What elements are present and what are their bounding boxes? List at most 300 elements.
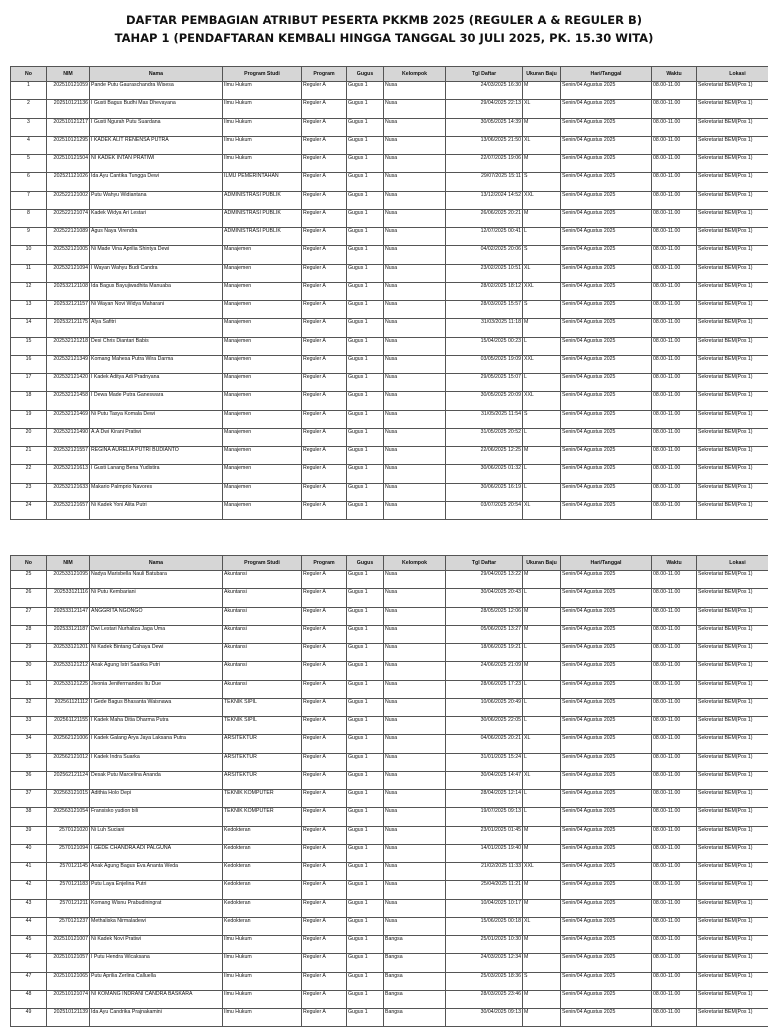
cell-lokasi: Sekretariat BEM(Pos 1): [697, 337, 768, 355]
cell-gugus: Gugus 1: [347, 644, 384, 662]
cell-hari-tanggal: Senin/04 Agustus 2025: [561, 972, 652, 990]
table-row: [11, 954, 768, 972]
table-row: [11, 136, 768, 154]
table-row: [11, 392, 768, 410]
cell-gugus: Gugus 1: [347, 698, 384, 716]
table-row: [11, 662, 768, 680]
cell-nama: I Gusti Lanang Bena Yudistira: [90, 465, 223, 483]
column-header-ukuran-baju: Ukuran Baju: [523, 556, 561, 571]
cell-program: Reguler A: [302, 282, 347, 300]
cell-program-studi: Manajemen: [223, 264, 302, 282]
cell-program: Reguler A: [302, 972, 347, 990]
cell-hari-tanggal: Senin/04 Agustus 2025: [561, 662, 652, 680]
cell-gugus: Gugus 1: [347, 662, 384, 680]
cell-gugus: Gugus 1: [347, 990, 384, 1008]
cell-gugus: Gugus 1: [347, 607, 384, 625]
cell-program-studi: Manajemen: [223, 410, 302, 428]
cell-program: Reguler A: [302, 826, 347, 844]
cell-ukuran-baju: M: [523, 447, 561, 465]
cell-kelompok: Nusa: [384, 264, 446, 282]
cell-lokasi: Sekretariat BEM(Pos 1): [697, 753, 768, 771]
cell-ukuran-baju: M: [523, 82, 561, 100]
cell-kelompok: Nusa: [384, 374, 446, 392]
cell-program-studi: Manajemen: [223, 465, 302, 483]
cell-nim: 202532121005: [47, 246, 90, 264]
cell-tgl-daftar: 30/04/2025 14:47: [446, 771, 523, 789]
cell-gugus: Gugus 1: [347, 392, 384, 410]
column-header-program: Program: [302, 556, 347, 571]
cell-ukuran-baju: XXL: [523, 191, 561, 209]
table-row: [11, 191, 768, 209]
cell-nama: A.A Dwi Kirani Pratiwi: [90, 428, 223, 446]
cell-no: 3: [11, 118, 47, 136]
cell-kelompok: Nusa: [384, 501, 446, 519]
cell-waktu: 08.00-11.00: [652, 118, 697, 136]
cell-tgl-daftar: 24/03/2025 16:30: [446, 82, 523, 100]
cell-hari-tanggal: Senin/04 Agustus 2025: [561, 844, 652, 862]
cell-no: 29: [11, 644, 47, 662]
cell-gugus: Gugus 1: [347, 483, 384, 501]
cell-no: 16: [11, 355, 47, 373]
column-header-tgl-daftar: Tgl Daftar: [446, 67, 523, 82]
cell-program: Reguler A: [302, 717, 347, 735]
cell-no: 47: [11, 972, 47, 990]
cell-tgl-daftar: 30/05/2025 20:09: [446, 392, 523, 410]
cell-ukuran-baju: M: [523, 607, 561, 625]
cell-tgl-daftar: 28/04/2025 12:14: [446, 790, 523, 808]
table-body: [11, 571, 768, 1027]
cell-nim: 202522121002: [47, 191, 90, 209]
column-header-kelompok: Kelompok: [384, 556, 446, 571]
cell-lokasi: Sekretariat BEM(Pos 1): [697, 428, 768, 446]
cell-ukuran-baju: S: [523, 972, 561, 990]
table-row: [11, 680, 768, 698]
cell-waktu: 08.00-11.00: [652, 100, 697, 118]
cell-nim: 2025101210​59: [47, 82, 90, 100]
cell-nama: Anak Agung Bagus Eva Ananta Weda: [90, 863, 223, 881]
participant-table-page-1: [10, 66, 768, 520]
cell-no: 46: [11, 954, 47, 972]
cell-program: Reguler A: [302, 607, 347, 625]
table-row: [11, 282, 768, 300]
cell-gugus: Gugus 1: [347, 735, 384, 753]
cell-no: 33: [11, 717, 47, 735]
cell-program: Reguler A: [302, 899, 347, 917]
document-title-line-1: DAFTAR PEMBAGIAN ATRIBUT PESERTA PKKMB 2025 (REGULER A & REGULER B): [0, 11, 768, 29]
table-header-row: [11, 556, 768, 571]
table-body: [11, 82, 768, 520]
cell-hari-tanggal: Senin/04 Agustus 2025: [561, 881, 652, 899]
cell-ukuran-baju: S: [523, 173, 561, 191]
cell-nama: Ni Kadek Novi Pratiwi: [90, 936, 223, 954]
cell-nama: REGINA AURELIA PUTRI BUDIANTO: [90, 447, 223, 465]
cell-program: Reguler A: [302, 392, 347, 410]
participant-table-page-2: [10, 555, 768, 1027]
cell-nim: 202562121006: [47, 735, 90, 753]
cell-hari-tanggal: Senin/04 Agustus 2025: [561, 771, 652, 789]
cell-gugus: Gugus 1: [347, 100, 384, 118]
cell-hari-tanggal: Senin/04 Agustus 2025: [561, 410, 652, 428]
cell-hari-tanggal: Senin/04 Agustus 2025: [561, 209, 652, 227]
cell-hari-tanggal: Senin/04 Agustus 2025: [561, 282, 652, 300]
cell-kelompok: Nusa: [384, 899, 446, 917]
cell-hari-tanggal: Senin/04 Agustus 2025: [561, 465, 652, 483]
cell-hari-tanggal: Senin/04 Agustus 2025: [561, 717, 652, 735]
column-header-gugus: Gugus: [347, 67, 384, 82]
cell-gugus: Gugus 1: [347, 173, 384, 191]
cell-kelompok: Nusa: [384, 282, 446, 300]
cell-nim: 202562121012: [47, 753, 90, 771]
cell-lokasi: Sekretariat BEM(Pos 1): [697, 483, 768, 501]
cell-waktu: 08.00-11.00: [652, 191, 697, 209]
cell-hari-tanggal: Senin/04 Agustus 2025: [561, 917, 652, 935]
cell-gugus: Gugus 1: [347, 264, 384, 282]
cell-waktu: 08.00-11.00: [652, 447, 697, 465]
cell-waktu: 08.00-11.00: [652, 465, 697, 483]
cell-program-studi: Manajemen: [223, 501, 302, 519]
cell-waktu: 08.00-11.00: [652, 844, 697, 862]
cell-waktu: 08.00-11.00: [652, 228, 697, 246]
cell-program-studi: TEKNIK SIPIL: [223, 698, 302, 716]
cell-nim: 202533121116: [47, 589, 90, 607]
cell-nama: I Wayan Wahyu Budi Candra: [90, 264, 223, 282]
cell-program: Reguler A: [302, 917, 347, 935]
cell-ukuran-baju: S: [523, 246, 561, 264]
table-row: [11, 264, 768, 282]
cell-lokasi: Sekretariat BEM(Pos 1): [697, 209, 768, 227]
cell-no: 10: [11, 246, 47, 264]
cell-nim: 202532121420: [47, 374, 90, 392]
cell-waktu: 08.00-11.00: [652, 282, 697, 300]
cell-nama: I Gusti Ngurah Putu Suardana: [90, 118, 223, 136]
cell-kelompok: Nusa: [384, 319, 446, 337]
column-header-nama: Nama: [90, 67, 223, 82]
cell-program-studi: Manajemen: [223, 337, 302, 355]
cell-no: 9: [11, 228, 47, 246]
cell-waktu: 08.00-11.00: [652, 863, 697, 881]
cell-program-studi: Manajemen: [223, 447, 302, 465]
document-title-line-2: TAHAP 1 (PENDAFTARAN KEMBALI HINGGA TANGGAL 30 JULI 2025, PK. 15.30 WITA): [0, 29, 768, 47]
cell-waktu: 08.00-11.00: [652, 698, 697, 716]
cell-no: 21: [11, 447, 47, 465]
cell-kelompok: Nusa: [384, 246, 446, 264]
cell-ukuran-baju: S: [523, 410, 561, 428]
cell-tgl-daftar: 13/06/2025 21:50: [446, 136, 523, 154]
cell-nim: 202532121157: [47, 301, 90, 319]
cell-gugus: Gugus 1: [347, 191, 384, 209]
table-row: [11, 844, 768, 862]
cell-waktu: 08.00-11.00: [652, 483, 697, 501]
cell-gugus: Gugus 1: [347, 1009, 384, 1027]
column-header-lokasi: Lokasi: [697, 67, 768, 82]
cell-program: Reguler A: [302, 100, 347, 118]
cell-nama: Pande Putu Gauraschandra Wisesa: [90, 82, 223, 100]
cell-no: 14: [11, 319, 47, 337]
table-row: [11, 228, 768, 246]
cell-ukuran-baju: L: [523, 717, 561, 735]
cell-lokasi: Sekretariat BEM(Pos 1): [697, 735, 768, 753]
cell-waktu: 08.00-11.00: [652, 680, 697, 698]
cell-gugus: Gugus 1: [347, 790, 384, 808]
cell-program-studi: Ilmu Hukum: [223, 972, 302, 990]
cell-program: Reguler A: [302, 698, 347, 716]
column-header-nama: Nama: [90, 556, 223, 571]
cell-kelompok: Nusa: [384, 771, 446, 789]
cell-waktu: 08.00-11.00: [652, 209, 697, 227]
cell-program: Reguler A: [302, 355, 347, 373]
cell-waktu: 08.00-11.00: [652, 337, 697, 355]
cell-nim: 202532121633: [47, 483, 90, 501]
cell-no: 2: [11, 100, 47, 118]
column-header-waktu: Waktu: [652, 67, 697, 82]
cell-lokasi: Sekretariat BEM(Pos 1): [697, 625, 768, 643]
cell-nim: 202561121112: [47, 698, 90, 716]
cell-nim: 202563121054: [47, 808, 90, 826]
cell-tgl-daftar: 30/04/2025 09:13: [446, 1009, 523, 1027]
cell-kelompok: Nusa: [384, 644, 446, 662]
cell-ukuran-baju: XXL: [523, 355, 561, 373]
cell-tgl-daftar: 24/03/2025 12:34: [446, 954, 523, 972]
cell-kelompok: Nusa: [384, 82, 446, 100]
cell-tgl-daftar: 31/05/2025 11:54: [446, 410, 523, 428]
cell-nama: Agus Naya Virendra: [90, 228, 223, 246]
cell-program: Reguler A: [302, 118, 347, 136]
cell-lokasi: Sekretariat BEM(Pos 1): [697, 717, 768, 735]
cell-program-studi: Akuntansi: [223, 607, 302, 625]
cell-kelompok: Nusa: [384, 589, 446, 607]
table-row: [11, 571, 768, 589]
cell-lokasi: Sekretariat BEM(Pos 1): [697, 264, 768, 282]
cell-tgl-daftar: 29/05/2025 15:07: [446, 374, 523, 392]
cell-program: Reguler A: [302, 228, 347, 246]
cell-lokasi: Sekretariat BEM(Pos 1): [697, 844, 768, 862]
cell-no: 11: [11, 264, 47, 282]
cell-kelompok: Nusa: [384, 717, 446, 735]
cell-no: 38: [11, 808, 47, 826]
cell-nama: I KADEK ALIT RENENSA PUTRA: [90, 136, 223, 154]
cell-ukuran-baju: L: [523, 428, 561, 446]
cell-lokasi: Sekretariat BEM(Pos 1): [697, 954, 768, 972]
cell-lokasi: Sekretariat BEM(Pos 1): [697, 808, 768, 826]
cell-program: Reguler A: [302, 173, 347, 191]
cell-program-studi: Ilmu Hukum: [223, 954, 302, 972]
column-header-nim: NIM: [47, 556, 90, 571]
table-row: [11, 990, 768, 1008]
cell-waktu: 08.00-11.00: [652, 625, 697, 643]
cell-no: 24: [11, 501, 47, 519]
cell-hari-tanggal: Senin/04 Agustus 2025: [561, 899, 652, 917]
cell-lokasi: Sekretariat BEM(Pos 1): [697, 191, 768, 209]
cell-no: 42: [11, 881, 47, 899]
table-row: [11, 936, 768, 954]
cell-gugus: Gugus 1: [347, 972, 384, 990]
cell-lokasi: Sekretariat BEM(Pos 1): [697, 790, 768, 808]
cell-nim: 202533121225: [47, 680, 90, 698]
table-row: [11, 301, 768, 319]
cell-kelompok: Nusa: [384, 465, 446, 483]
cell-nama: Desi Chris Diantari Babis: [90, 337, 223, 355]
cell-program: Reguler A: [302, 410, 347, 428]
cell-ukuran-baju: XXL: [523, 282, 561, 300]
cell-program: Reguler A: [302, 264, 347, 282]
cell-no: 35: [11, 753, 47, 771]
cell-program: Reguler A: [302, 209, 347, 227]
cell-program: Reguler A: [302, 571, 347, 589]
cell-waktu: 08.00-11.00: [652, 936, 697, 954]
column-header-nim: NIM: [47, 67, 90, 82]
cell-waktu: 08.00-11.00: [652, 571, 697, 589]
cell-kelompok: Nusa: [384, 881, 446, 899]
cell-gugus: Gugus 1: [347, 447, 384, 465]
cell-program-studi: TEKNIK KOMPUTER: [223, 808, 302, 826]
cell-program: Reguler A: [302, 483, 347, 501]
cell-waktu: 08.00-11.00: [652, 173, 697, 191]
cell-kelompok: Nusa: [384, 155, 446, 173]
cell-gugus: Gugus 1: [347, 936, 384, 954]
cell-hari-tanggal: Senin/04 Agustus 2025: [561, 954, 652, 972]
cell-gugus: Gugus 1: [347, 246, 384, 264]
cell-tgl-daftar: 12/07/2025 00:41: [446, 228, 523, 246]
cell-lokasi: Sekretariat BEM(Pos 1): [697, 465, 768, 483]
cell-hari-tanggal: Senin/04 Agustus 2025: [561, 228, 652, 246]
cell-lokasi: Sekretariat BEM(Pos 1): [697, 447, 768, 465]
cell-waktu: 08.00-11.00: [652, 501, 697, 519]
cell-waktu: 08.00-11.00: [652, 410, 697, 428]
cell-nim: 202510121074: [47, 990, 90, 1008]
cell-nama: Nadya Marisbella Nauli Batubara: [90, 571, 223, 589]
cell-hari-tanggal: Senin/04 Agustus 2025: [561, 1009, 652, 1027]
cell-kelompok: Nusa: [384, 826, 446, 844]
cell-nama: Kadek Widya Ari Lestari: [90, 209, 223, 227]
cell-waktu: 08.00-11.00: [652, 735, 697, 753]
cell-tgl-daftar: 30/06/2025 16:19: [446, 483, 523, 501]
cell-ukuran-baju: M: [523, 319, 561, 337]
cell-hari-tanggal: Senin/04 Agustus 2025: [561, 136, 652, 154]
cell-program-studi: Manajemen: [223, 282, 302, 300]
cell-no: 1: [11, 82, 47, 100]
cell-program: Reguler A: [302, 954, 347, 972]
cell-hari-tanggal: Senin/04 Agustus 2025: [561, 501, 652, 519]
cell-nama: Desak Putu Marcelina Ananda: [90, 771, 223, 789]
table-row: [11, 319, 768, 337]
cell-program-studi: TEKNIK KOMPUTER: [223, 790, 302, 808]
cell-program-studi: Kedokteran: [223, 917, 302, 935]
cell-no: 19: [11, 410, 47, 428]
cell-lokasi: Sekretariat BEM(Pos 1): [697, 155, 768, 173]
cell-nim: 202532121349: [47, 355, 90, 373]
cell-gugus: Gugus 1: [347, 209, 384, 227]
table-row: [11, 209, 768, 227]
cell-lokasi: Sekretariat BEM(Pos 1): [697, 899, 768, 917]
cell-nama: Dwi Lestari Nurhaliza Jaga Uma: [90, 625, 223, 643]
cell-tgl-daftar: 05/06/2025 13:27: [446, 625, 523, 643]
cell-program: Reguler A: [302, 680, 347, 698]
cell-lokasi: Sekretariat BEM(Pos 1): [697, 589, 768, 607]
column-header-ukuran-baju: Ukuran Baju: [523, 67, 561, 82]
cell-ukuran-baju: M: [523, 155, 561, 173]
cell-tgl-daftar: 30/04/2025 20:43: [446, 589, 523, 607]
cell-kelompok: Nusa: [384, 735, 446, 753]
cell-nim: 202562121124: [47, 771, 90, 789]
table-row: [11, 881, 768, 899]
cell-nim: 202533121187: [47, 625, 90, 643]
cell-program: Reguler A: [302, 246, 347, 264]
cell-kelompok: Nusa: [384, 447, 446, 465]
cell-waktu: 08.00-11.00: [652, 662, 697, 680]
cell-waktu: 08.00-11.00: [652, 392, 697, 410]
cell-ukuran-baju: XL: [523, 771, 561, 789]
cell-no: 48: [11, 990, 47, 1008]
cell-waktu: 08.00-11.00: [652, 990, 697, 1008]
cell-nama: Putu Wahyu Widiantana: [90, 191, 223, 209]
cell-no: 40: [11, 844, 47, 862]
cell-tgl-daftar: 31/01/2025 15:24: [446, 753, 523, 771]
cell-nim: 202510121065: [47, 972, 90, 990]
cell-ukuran-baju: M: [523, 881, 561, 899]
cell-lokasi: Sekretariat BEM(Pos 1): [697, 173, 768, 191]
cell-program-studi: Manajemen: [223, 374, 302, 392]
cell-kelompok: Nusa: [384, 337, 446, 355]
cell-nama: I Kadek Maha Ditia Dharma Putra: [90, 717, 223, 735]
cell-program: Reguler A: [302, 191, 347, 209]
cell-lokasi: Sekretariat BEM(Pos 1): [697, 644, 768, 662]
cell-program: Reguler A: [302, 735, 347, 753]
cell-hari-tanggal: Senin/04 Agustus 2025: [561, 863, 652, 881]
cell-hari-tanggal: Senin/04 Agustus 2025: [561, 753, 652, 771]
column-header-hari-tanggal: Hari/Tanggal: [561, 67, 652, 82]
cell-nama: Putu Laya Enjelina Putri: [90, 881, 223, 899]
cell-kelompok: Nusa: [384, 173, 446, 191]
cell-program-studi: TEKNIK SIPIL: [223, 717, 302, 735]
cell-ukuran-baju: M: [523, 118, 561, 136]
cell-hari-tanggal: Senin/04 Agustus 2025: [561, 374, 652, 392]
cell-nama: Ni Kadek Bintang Cahaya Dewi: [90, 644, 223, 662]
table-row: [11, 118, 768, 136]
cell-lokasi: Sekretariat BEM(Pos 1): [697, 100, 768, 118]
cell-program-studi: ILMU PEMERINTAHAN: [223, 173, 302, 191]
cell-kelompok: Bangsa: [384, 954, 446, 972]
table-row: [11, 607, 768, 625]
cell-tgl-daftar: 04/06/2025 20:21: [446, 735, 523, 753]
cell-tgl-daftar: 21/02/2025 11:33: [446, 863, 523, 881]
cell-kelompok: Nusa: [384, 100, 446, 118]
cell-hari-tanggal: Senin/04 Agustus 2025: [561, 735, 652, 753]
cell-ukuran-baju: XL: [523, 136, 561, 154]
cell-waktu: 08.00-11.00: [652, 790, 697, 808]
table-row: [11, 771, 768, 789]
table-row: [11, 410, 768, 428]
cell-kelompok: Nusa: [384, 625, 446, 643]
table-row: [11, 790, 768, 808]
cell-no: 27: [11, 607, 47, 625]
table-row: [11, 917, 768, 935]
cell-no: 20: [11, 428, 47, 446]
cell-tgl-daftar: 23/01/2025 01:45: [446, 826, 523, 844]
cell-program: Reguler A: [302, 844, 347, 862]
cell-kelompok: Nusa: [384, 917, 446, 935]
cell-lokasi: Sekretariat BEM(Pos 1): [697, 82, 768, 100]
cell-nama: Ida Bagus Bayujiwadhita Manuaba: [90, 282, 223, 300]
cell-hari-tanggal: Senin/04 Agustus 2025: [561, 82, 652, 100]
cell-no: 7: [11, 191, 47, 209]
cell-program-studi: Akuntansi: [223, 625, 302, 643]
cell-gugus: Gugus 1: [347, 465, 384, 483]
cell-lokasi: Sekretariat BEM(Pos 1): [697, 136, 768, 154]
cell-program: Reguler A: [302, 662, 347, 680]
cell-gugus: Gugus 1: [347, 899, 384, 917]
cell-kelompok: Nusa: [384, 428, 446, 446]
table-row: [11, 428, 768, 446]
